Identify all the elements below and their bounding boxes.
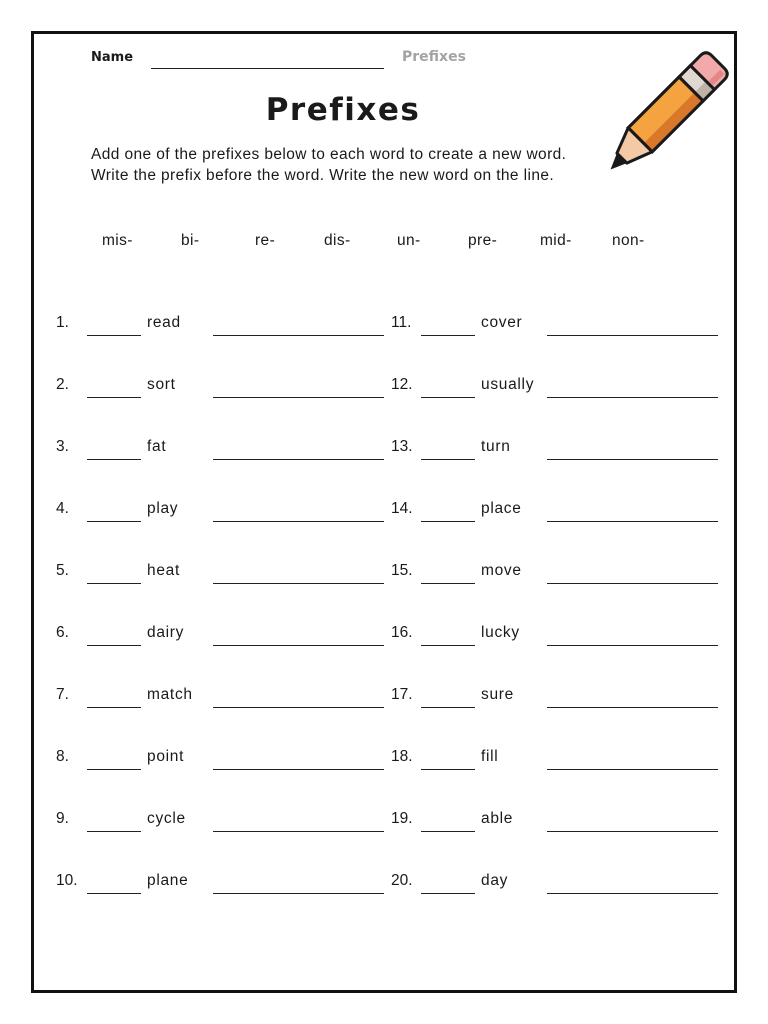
- base-word: match: [147, 686, 193, 703]
- answer-line[interactable]: [213, 521, 384, 522]
- item-number: 1.: [56, 314, 69, 331]
- item-number: 10.: [56, 872, 78, 889]
- answer-line[interactable]: [213, 459, 384, 460]
- prefix-mis: mis-: [102, 232, 133, 249]
- prefix-blank[interactable]: [87, 335, 141, 336]
- item-number: 19.: [391, 810, 413, 827]
- answer-line[interactable]: [213, 583, 384, 584]
- item-number: 11.: [391, 314, 412, 331]
- answer-line[interactable]: [213, 831, 384, 832]
- prefix-bi: bi-: [181, 232, 200, 249]
- base-word: read: [147, 314, 181, 331]
- answer-line[interactable]: [213, 769, 384, 770]
- base-word: plane: [147, 872, 189, 889]
- item-number: 16.: [391, 624, 413, 641]
- prefix-blank[interactable]: [87, 831, 141, 832]
- item-number: 3.: [56, 438, 69, 455]
- item-number: 4.: [56, 500, 69, 517]
- base-word: able: [481, 810, 514, 827]
- base-word: sure: [481, 686, 514, 703]
- prefix-un: un-: [397, 232, 421, 249]
- answer-line[interactable]: [547, 397, 718, 398]
- answer-line[interactable]: [213, 335, 384, 336]
- item-number: 6.: [56, 624, 69, 641]
- base-word: place: [481, 500, 522, 517]
- prefix-non: non-: [612, 232, 645, 249]
- prefix-mid: mid-: [540, 232, 572, 249]
- base-word: cover: [481, 314, 523, 331]
- item-number: 13.: [391, 438, 413, 455]
- item-number: 5.: [56, 562, 69, 579]
- item-number: 15.: [391, 562, 413, 579]
- answer-line[interactable]: [547, 707, 718, 708]
- item-number: 9.: [56, 810, 69, 827]
- base-word: usually: [481, 376, 535, 393]
- item-number: 8.: [56, 748, 69, 765]
- base-word: play: [147, 500, 179, 517]
- item-number: 14.: [391, 500, 413, 517]
- item-number: 2.: [56, 376, 69, 393]
- answer-line[interactable]: [547, 831, 718, 832]
- base-word: dairy: [147, 624, 185, 641]
- item-number: 17.: [391, 686, 413, 703]
- item-number: 7.: [56, 686, 69, 703]
- base-word: cycle: [147, 810, 186, 827]
- item-number: 20.: [391, 872, 413, 889]
- pencil-icon: [590, 40, 740, 190]
- prefix-blank[interactable]: [421, 893, 475, 894]
- name-field[interactable]: [151, 68, 384, 69]
- answer-line[interactable]: [213, 397, 384, 398]
- prefix-blank[interactable]: [421, 335, 475, 336]
- prefix-blank[interactable]: [421, 583, 475, 584]
- base-word: lucky: [481, 624, 520, 641]
- prefix-blank[interactable]: [87, 583, 141, 584]
- base-word: turn: [481, 438, 511, 455]
- answer-line[interactable]: [213, 707, 384, 708]
- prefix-blank[interactable]: [87, 521, 141, 522]
- prefix-blank[interactable]: [421, 831, 475, 832]
- base-word: day: [481, 872, 509, 889]
- answer-line[interactable]: [547, 521, 718, 522]
- answer-line[interactable]: [547, 459, 718, 460]
- prefix-blank[interactable]: [421, 645, 475, 646]
- base-word: move: [481, 562, 522, 579]
- prefix-blank[interactable]: [87, 459, 141, 460]
- prefix-re: re-: [255, 232, 276, 249]
- base-word: fill: [481, 748, 499, 765]
- prefix-blank[interactable]: [87, 397, 141, 398]
- prefix-pre: pre-: [468, 232, 498, 249]
- prefix-dis: dis-: [324, 232, 351, 249]
- prefix-blank[interactable]: [421, 769, 475, 770]
- base-word: heat: [147, 562, 180, 579]
- answer-line[interactable]: [213, 645, 384, 646]
- prefix-blank[interactable]: [421, 521, 475, 522]
- prefix-blank[interactable]: [421, 397, 475, 398]
- page-title: Prefixes: [265, 92, 421, 128]
- prefix-blank[interactable]: [421, 459, 475, 460]
- base-word: point: [147, 748, 185, 765]
- answer-line[interactable]: [547, 769, 718, 770]
- answer-line[interactable]: [213, 893, 384, 894]
- instructions: Add one of the prefixes below to each word to create a new word. Write the prefix before the word. Write the new word on the line.: [91, 146, 567, 184]
- name-label: Name: [91, 50, 134, 65]
- prefix-blank[interactable]: [87, 769, 141, 770]
- item-number: 18.: [391, 748, 413, 765]
- answer-line[interactable]: [547, 583, 718, 584]
- prefix-blank[interactable]: [421, 707, 475, 708]
- base-word: sort: [147, 376, 176, 393]
- answer-line[interactable]: [547, 335, 718, 336]
- prefix-blank[interactable]: [87, 893, 141, 894]
- header-tag: Prefixes: [402, 49, 466, 65]
- answer-line[interactable]: [547, 893, 718, 894]
- prefix-blank[interactable]: [87, 707, 141, 708]
- item-number: 12.: [391, 376, 413, 393]
- answer-line[interactable]: [547, 645, 718, 646]
- prefix-blank[interactable]: [87, 645, 141, 646]
- base-word: fat: [147, 438, 167, 455]
